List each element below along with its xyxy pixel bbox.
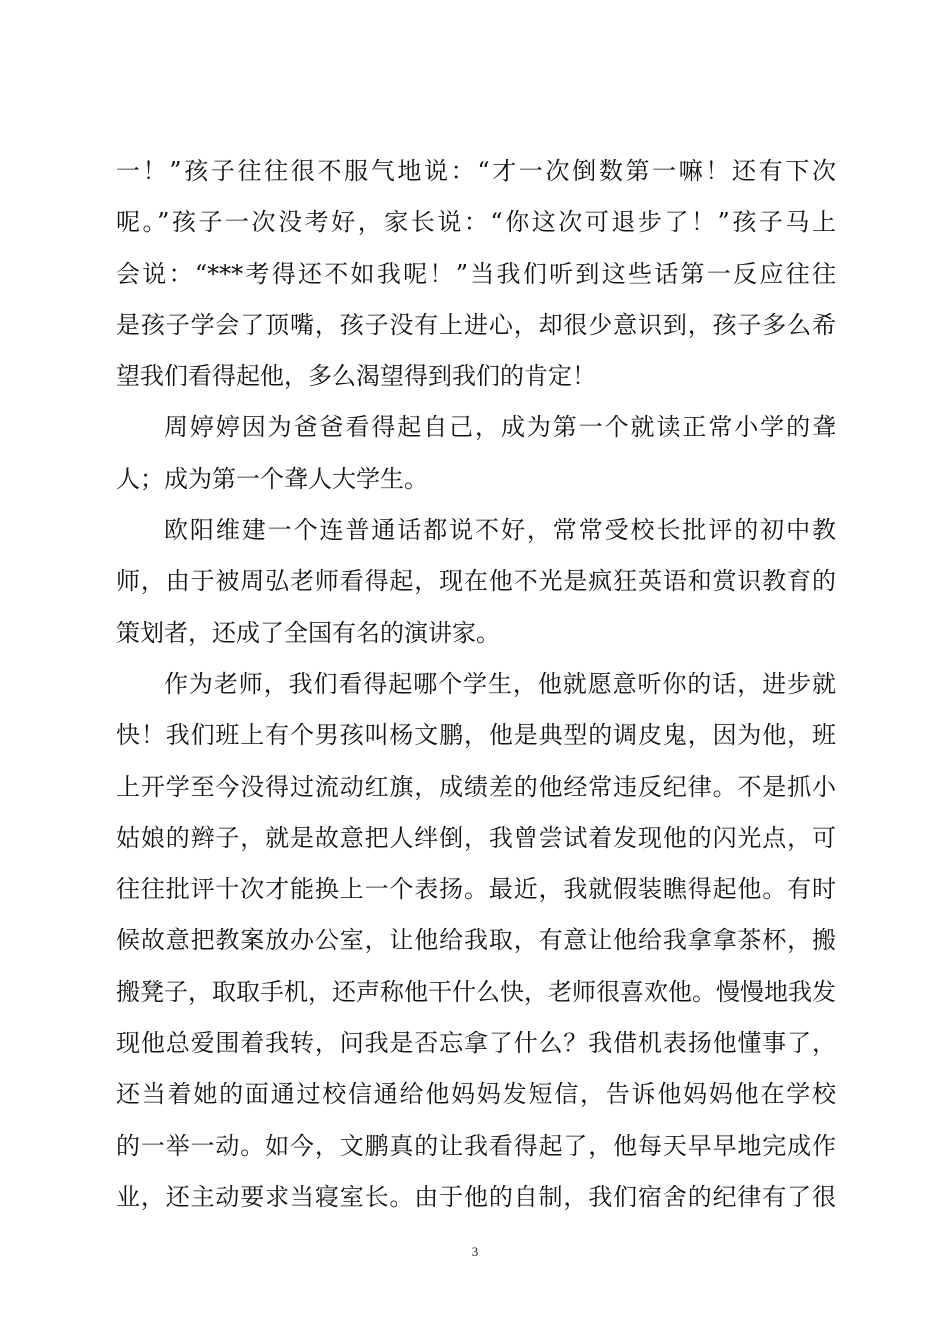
text-line: 候故意把教案放办公室，让他给我取，有意让他给我拿拿茶杯，搬	[116, 926, 836, 955]
text-line: 策划者，还成了全国有名的演讲家。	[116, 618, 500, 647]
text-line: 业，还主动要求当寝室长。由于他的自制，我们宿舍的纪律有了很	[116, 1182, 836, 1211]
body-text	[116, 146, 836, 1223]
text-line: 是孩子学会了顶嘴，孩子没有上进心，却很少意识到，孩子多么希	[116, 310, 836, 339]
text-line: 欧阳维建一个连普通话都说不好，常常受校长批评的初中教	[164, 516, 836, 545]
text-line: 作为老师，我们看得起哪个学生，他就愿意听你的话，进步就	[164, 669, 836, 698]
text-line: 姑娘的辫子，就是故意把人绊倒，我曾尝试着发现他的闪光点，可	[116, 823, 836, 852]
text-line: 望我们看得起他，多么渴望得到我们的肯定！	[116, 362, 596, 391]
text-line: 师，由于被周弘老师看得起，现在他不光是疯狂英语和赏识教育的	[116, 567, 836, 596]
text-line: 还当着她的面通过校信通给他妈妈发短信，告诉他妈妈他在学校	[116, 1080, 836, 1109]
page-number: 3	[471, 1244, 479, 1259]
text-line: 现他总爱围着我转，问我是否忘拿了什么？我借机表扬他懂事了，	[116, 1029, 836, 1058]
text-line: 快！我们班上有个男孩叫杨文鹏，他是典型的调皮鬼，因为他，班	[116, 721, 836, 750]
text-line: 周婷婷因为爸爸看得起自己，成为第一个就读正常小学的聋	[164, 413, 836, 442]
text-line: 会说：“***考得还不如我呢！”当我们听到这些话第一反应往往	[116, 259, 836, 288]
text-line: 上开学至今没得过流动红旗，成绩差的他经常违反纪律。不是抓小	[116, 772, 836, 801]
text-line: 的一举一动。如今，文鹏真的让我看得起了，他每天早早地完成作	[116, 1131, 836, 1160]
text-line: 搬凳子，取取手机，还声称他干什么快，老师很喜欢他。慢慢地我发	[116, 977, 836, 1006]
text-line: 呢。”孩子一次没考好，家长说：“你这次可退步了！”孩子马上	[116, 208, 836, 237]
text-line: 一！”孩子往往很不服气地说：“才一次倒数第一嘛！还有下次	[116, 157, 836, 185]
text-line: 往往批评十次才能换上一个表扬。最近，我就假装瞧得起他。有时	[116, 875, 836, 904]
text-line: 人；成为第一个聋人大学生。	[116, 464, 428, 493]
